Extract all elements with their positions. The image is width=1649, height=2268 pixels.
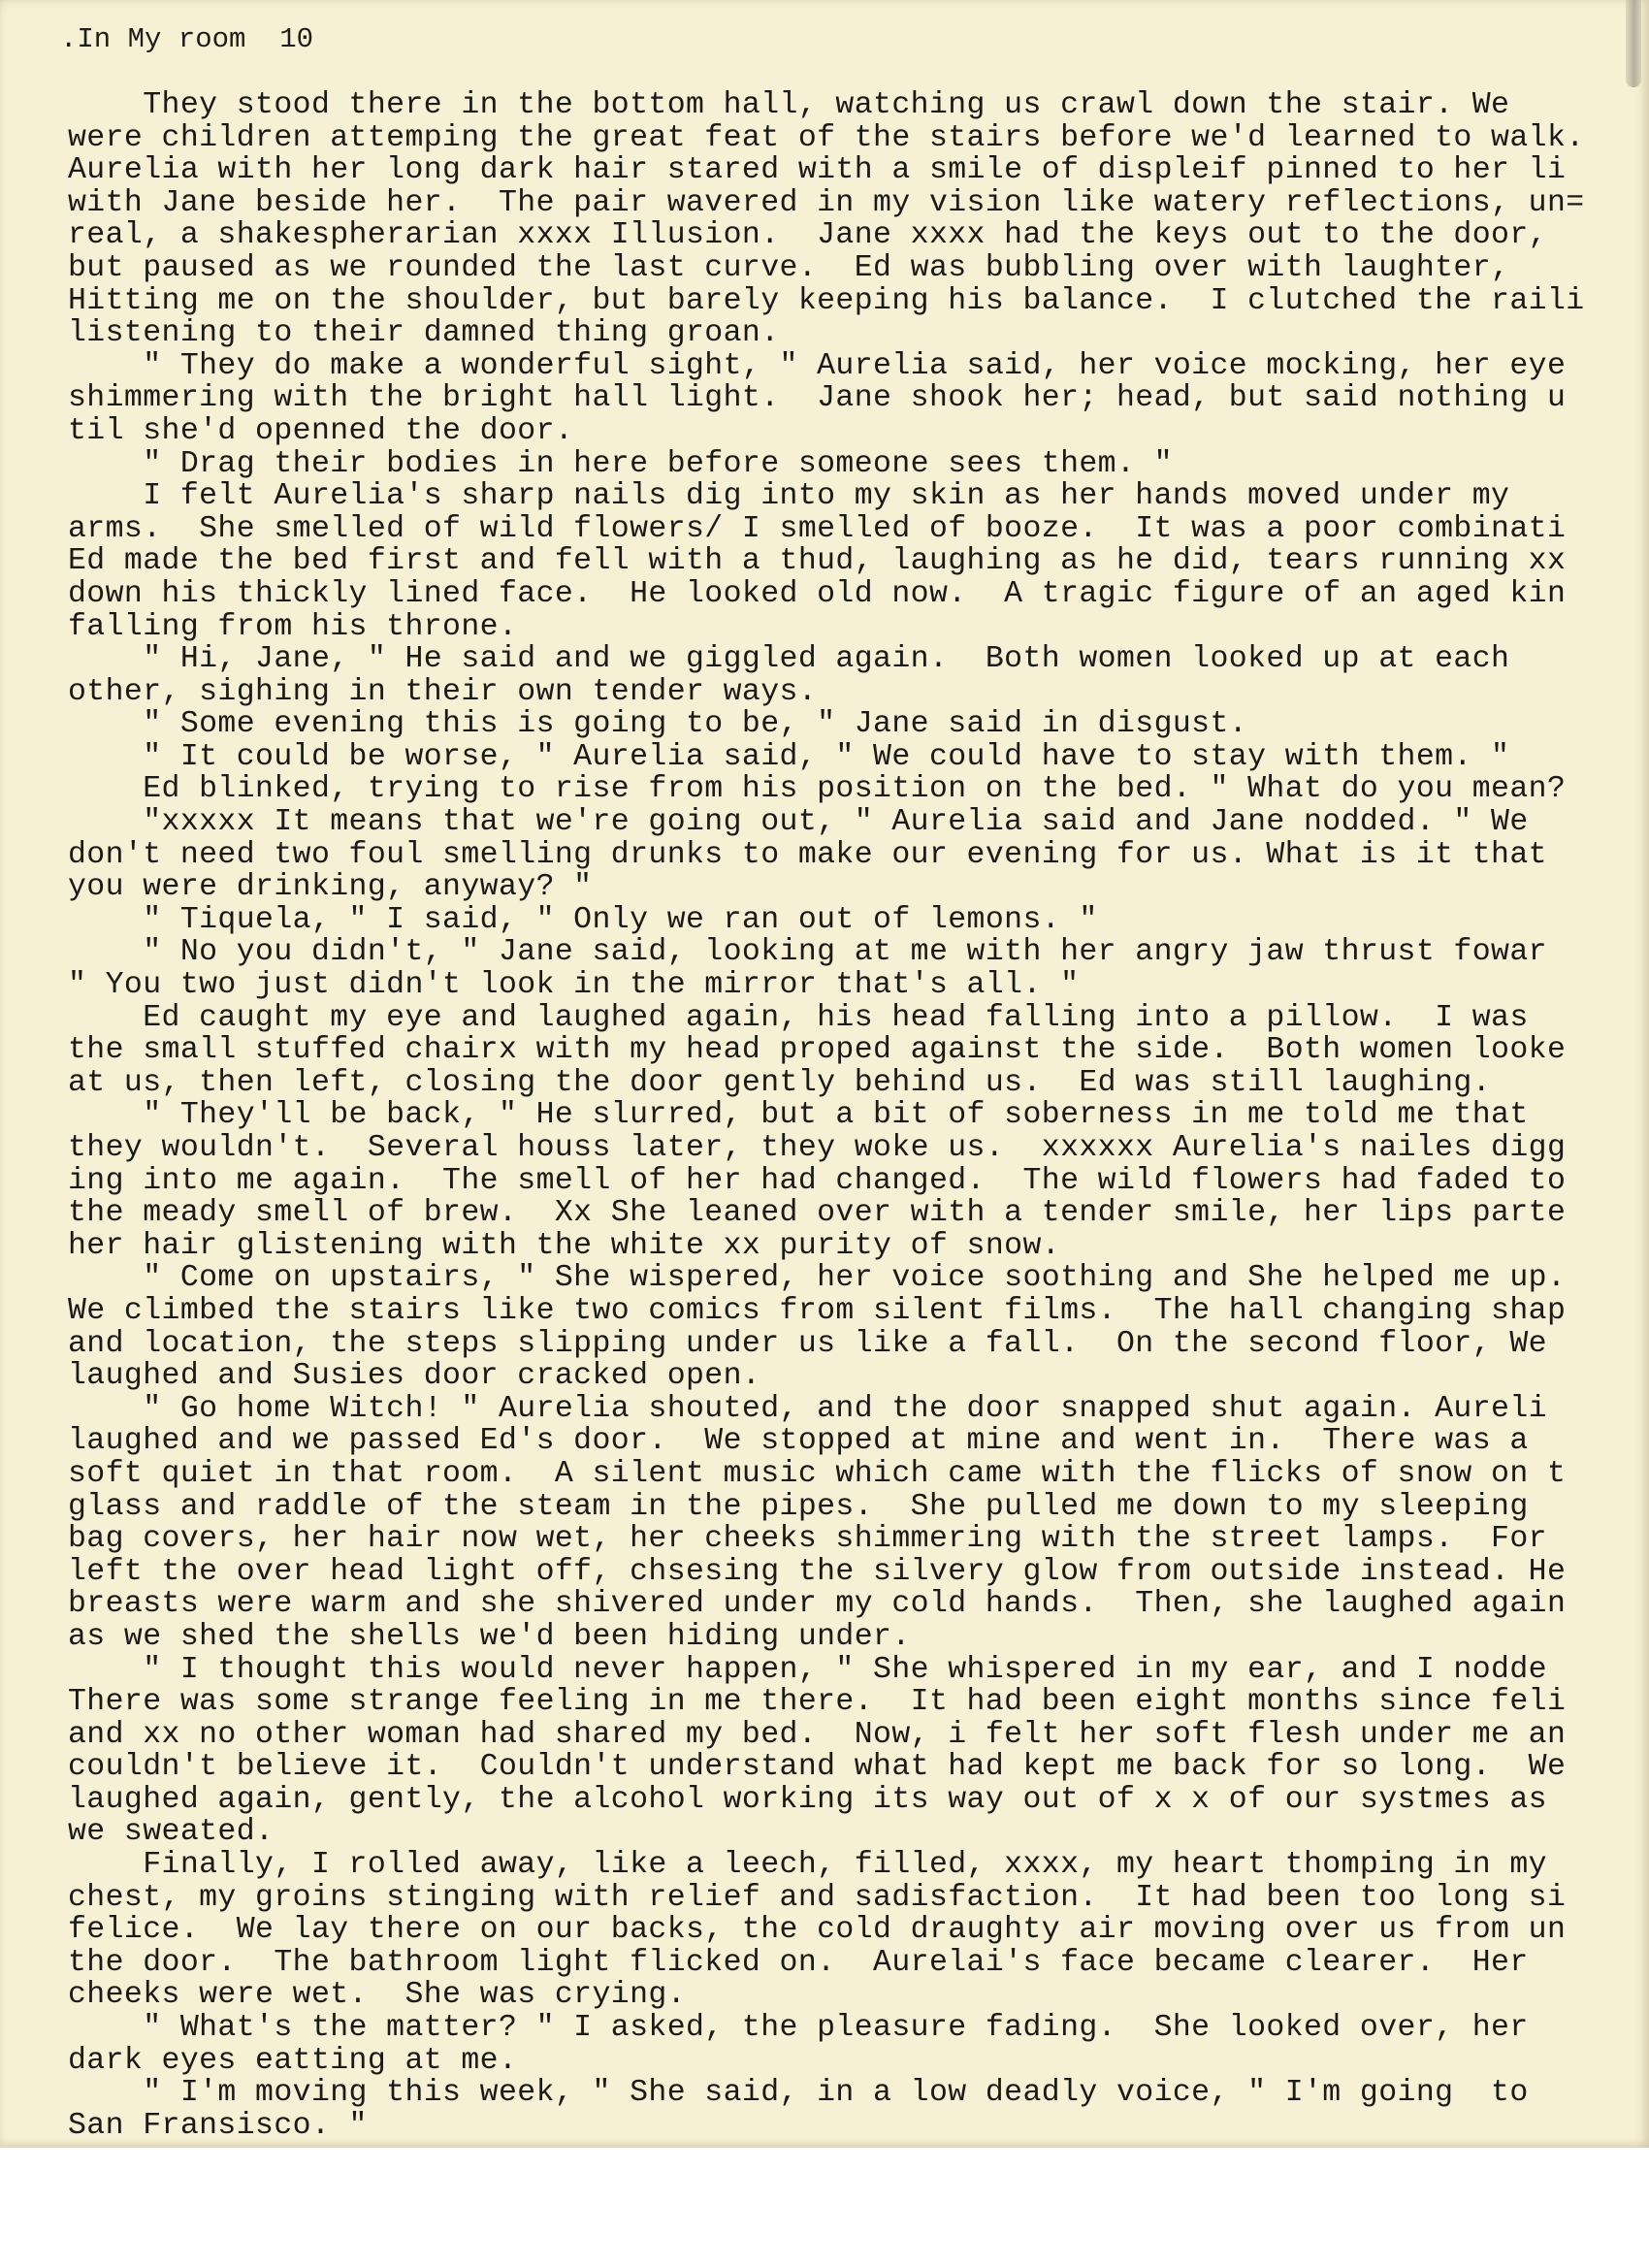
text-line: we sweated. xyxy=(68,1815,275,1850)
text-line: " I'm moving this week, " She said, in a low deadly voice, " I'm going to xyxy=(68,2076,1529,2111)
text-line: real, a shakespherarian xxxx Illusion. Jane xxxx had the keys out to the door, xyxy=(68,218,1547,253)
text-line: other, sighing in their own tender ways. xyxy=(68,674,818,709)
text-line: There was some strange feeling in me there. It had been eight months since feli xyxy=(68,1685,1567,1720)
text-line: Finally, I rolled away, like a leech, filled, xxxx, my heart thomping in my xyxy=(68,1848,1547,1883)
text-line: " What's the matter? " I asked, the pleasure fading. She looked over, her xyxy=(68,2011,1529,2046)
text-line: I felt Aurelia's sharp nails dig into my skin as her hands moved under my xyxy=(68,479,1510,514)
text-line: " Tiquela, " I said, " Only we ran out of lemons. " xyxy=(68,902,1098,937)
text-line: at us, then left, closing the door gently behind us. Ed was still laughing. xyxy=(68,1065,1492,1100)
text-line: shimmering with the bright hall light. Jane shook her; head, but said nothing u xyxy=(68,381,1567,416)
paper-tear-mark xyxy=(1626,0,1641,87)
text-line: " Go home Witch! " Aurelia shouted, and the door snapped shut again. Aureli xyxy=(68,1391,1547,1426)
manuscript-body xyxy=(68,89,1641,2142)
text-line: soft quiet in that room. A silent music which came with the flicks of snow on t xyxy=(68,1456,1567,1491)
text-line: as we shed the shells we'd been hiding under. xyxy=(68,1619,911,1654)
text-line: " I thought this would never happen, " She whispered in my ear, and I nodde xyxy=(68,1652,1547,1687)
page-header: .In My room 10 xyxy=(60,23,314,55)
text-line: her hair glistening with the white xx purity of snow. xyxy=(68,1228,1061,1263)
text-line: "xxxxx It means that we're going out, " Aurelia said and Jane nodded. " We xyxy=(68,805,1529,840)
text-line: falling from his throne. xyxy=(68,609,518,644)
text-line: Hitting me on the shoulder, but barely keeping his balance. I clutched the raili xyxy=(68,283,1585,318)
text-line: " Some evening this is going to be, " Jane said in disgust. xyxy=(68,707,1248,742)
text-line: ing into me again. The smell of her had changed. The wild flowers had faded to xyxy=(68,1163,1567,1198)
text-line: down his thickly lined face. He looked old now. A tragic figure of an aged kin xyxy=(68,576,1567,611)
text-line: the meady smell of brew. Xx She leaned over with a tender smile, her lips parte xyxy=(68,1196,1567,1231)
text-line: San Fransisco. " xyxy=(68,2108,368,2143)
text-line: you were drinking, anyway? " xyxy=(68,870,593,905)
text-line: breasts were warm and she shivered under my cold hands. Then, she laughed again xyxy=(68,1587,1567,1622)
text-line: " Drag their bodies in here before someone sees them. " xyxy=(68,446,1173,481)
text-line: Ed made the bed first and fell with a thud, laughing as he did, tears running xx xyxy=(68,544,1567,579)
text-line: the door. The bathroom light flicked on. Aurelai's face became clearer. Her xyxy=(68,1945,1529,1980)
text-line: til she'd openned the door. xyxy=(68,413,574,448)
text-line: laughed and we passed Ed's door. We stopped at mine and went in. There was a xyxy=(68,1424,1529,1459)
text-line: Ed caught my eye and laughed again, his head falling into a pillow. I was xyxy=(68,1000,1547,1035)
text-line: " They do make a wonderful sight, " Aurelia said, her voice mocking, her eye xyxy=(68,348,1567,383)
text-line: glass and raddle of the steam in the pipes. She pulled me down to my sleeping xyxy=(68,1489,1529,1524)
text-line: and xx no other woman had shared my bed. Now, i felt her soft flesh under me an xyxy=(68,1717,1567,1752)
text-line: " Hi, Jane, " He said and we giggled again. Both women looked up at each xyxy=(68,642,1510,677)
text-line: don't need two foul smelling drunks to make our evening for us. What is it that xyxy=(68,837,1547,872)
text-line: " Come on upstairs, " She wispered, her voice soothing and She helped me up. xyxy=(68,1261,1567,1296)
text-line: " No you didn't, " Jane said, looking at me with her angry jaw thrust fowar xyxy=(68,935,1547,970)
text-line: they wouldn't. Several houss later, they woke us. xxxxxx Aurelia's nailes digg xyxy=(68,1131,1567,1165)
text-line: laughed and Susies door cracked open. xyxy=(68,1359,761,1394)
text-line: felice. We lay there on our backs, the cold draughty air moving over us from un xyxy=(68,1913,1567,1948)
text-line: cheeks were wet. She was crying. xyxy=(68,1978,687,2013)
text-line: with Jane beside her. The pair wavered in my vision like watery reflections, un= xyxy=(68,185,1585,220)
text-line: They stood there in the bottom hall, watching us crawl down the stair. We xyxy=(68,89,1510,122)
text-line: the small stuffed chairx with my head proped against the side. Both women looke xyxy=(68,1033,1567,1068)
text-line: were children attemping the great feat of the stairs before we'd learned to walk. xyxy=(68,120,1585,155)
text-line: listening to their damned thing groan. xyxy=(68,316,780,351)
text-line: " They'll be back, " He slurred, but a bit of soberness in me told me that xyxy=(68,1098,1529,1133)
text-line: We climbed the stairs like two comics from silent films. The hall changing shap xyxy=(68,1293,1567,1328)
text-line: bag covers, her hair now wet, her cheeks shimmering with the street lamps. For xyxy=(68,1522,1567,1557)
text-line: left the over head light off, chsesing the silvery glow from outside instead. He xyxy=(68,1554,1567,1589)
text-line: Aurelia with her long dark hair stared with a smile of displeif pinned to her li xyxy=(68,153,1567,188)
text-line: " You two just didn't look in the mirror that's all. " xyxy=(68,968,1080,1003)
text-line: chest, my groins stinging with relief and sadisfaction. It had been too long si xyxy=(68,1880,1567,1915)
text-line: laughed again, gently, the alcohol working its way out of x x of our systmes as xyxy=(68,1782,1547,1817)
text-line: dark eyes eatting at me. xyxy=(68,2043,518,2078)
text-line: but paused as we rounded the last curve. Ed was bubbling over with laughter, xyxy=(68,250,1510,285)
text-line: Ed blinked, trying to rise from his position on the bed. " What do you mean? xyxy=(68,772,1567,807)
text-line: " It could be worse, " Aurelia said, " We could have to stay with them. " xyxy=(68,739,1510,774)
text-line: and location, the steps slipping under us like a fall. On the second floor, We xyxy=(68,1326,1547,1361)
text-line: couldn't believe it. Couldn't understand what had kept me back for so long. We xyxy=(68,1750,1567,1785)
text-line: arms. She smelled of wild flowers/ I smelled of booze. It was a poor combinati xyxy=(68,511,1567,546)
